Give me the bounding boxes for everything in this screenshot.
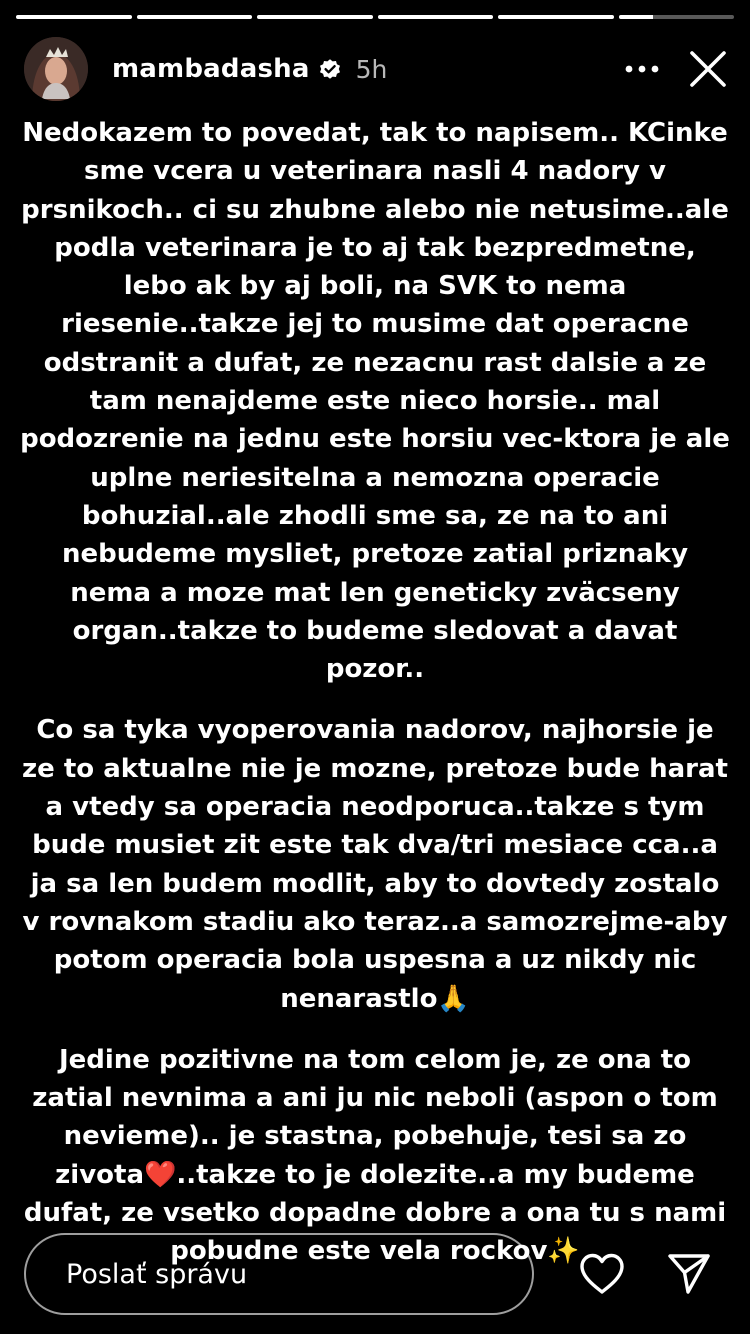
reply-input[interactable]: [24, 1233, 534, 1315]
story-text: [20, 114, 730, 1294]
close-button[interactable]: [686, 47, 730, 91]
close-icon: [688, 49, 728, 89]
avatar[interactable]: [24, 37, 88, 101]
story-paragraph: Jedine pozitivne na tom celom je, ze ona to zatial nevnima a ani ju nic neboli (aspon o tom nevieme).. je stastna, pobehuje, tesi sa zo zivota❤️..takze to je dolezite..a my budeme dufat, ze vsetko dopadne dobre a ona tu s nami pobudne este vela rockov✨: [23, 1044, 727, 1267]
share-button[interactable]: [666, 1251, 712, 1297]
more-options-button[interactable]: [620, 47, 664, 91]
progress-segment: [257, 15, 373, 19]
like-button[interactable]: [578, 1250, 626, 1298]
progress-segment: [137, 15, 253, 19]
story-paragraph: Nedokazem to povedat, tak to napisem.. KCinke sme vcera u veterinara nasli 4 nadory v prsnikoch.. ci su zhubne alebo nie netusime..ale podla veterinara je to aj tak bezpredmetne, lebo ak by aj boli, na SVK to nema riesenie..takze jej to musime dat operacne odstranit a dufat, ze nezacnu rast dalsie a ze tam nenajdeme este nieco horsie.. mal podozrenie na jednu este horsiu vec-ktora je ale uplne neriesitelna a nemozna operacie bohuzial..ale zhodli sme sa, ze na to ani nebudeme mysliet, pretoze zatial priznaky nema a moze mat len geneticky zväcseny organ..takze to budeme sledovat a davat pozor..: [20, 118, 730, 685]
progress-segment: [16, 15, 132, 19]
story-footer: [24, 1232, 720, 1316]
username[interactable]: mambadasha: [112, 54, 310, 84]
verified-badge-icon: [318, 57, 342, 81]
progress-segment: [498, 15, 614, 19]
send-icon: [667, 1253, 711, 1295]
heart-icon: [578, 1252, 626, 1296]
progress-segment: [378, 15, 494, 19]
story-header: [24, 36, 730, 102]
progress-segment: [619, 15, 735, 19]
story-paragraph: Co sa tyka vyoperovania nadorov, najhorsie je ze to aktualne nie je mozne, pretoze bude harat a vtedy sa operacia neodporuca..takze s tym bude musiet zit este tak dva/tri mesiace cca..a ja sa len budem modlit, aby to dovtedy zostalo v rovnakom stadiu ako teraz..a samozrejme-aby potom operacia bola uspesna a uz nikdy nic nenarastlo🙏: [22, 715, 728, 1014]
more-horizontal-icon: [624, 64, 660, 74]
story-timestamp: 5h: [355, 54, 388, 84]
story-progress-bars: [16, 15, 734, 19]
